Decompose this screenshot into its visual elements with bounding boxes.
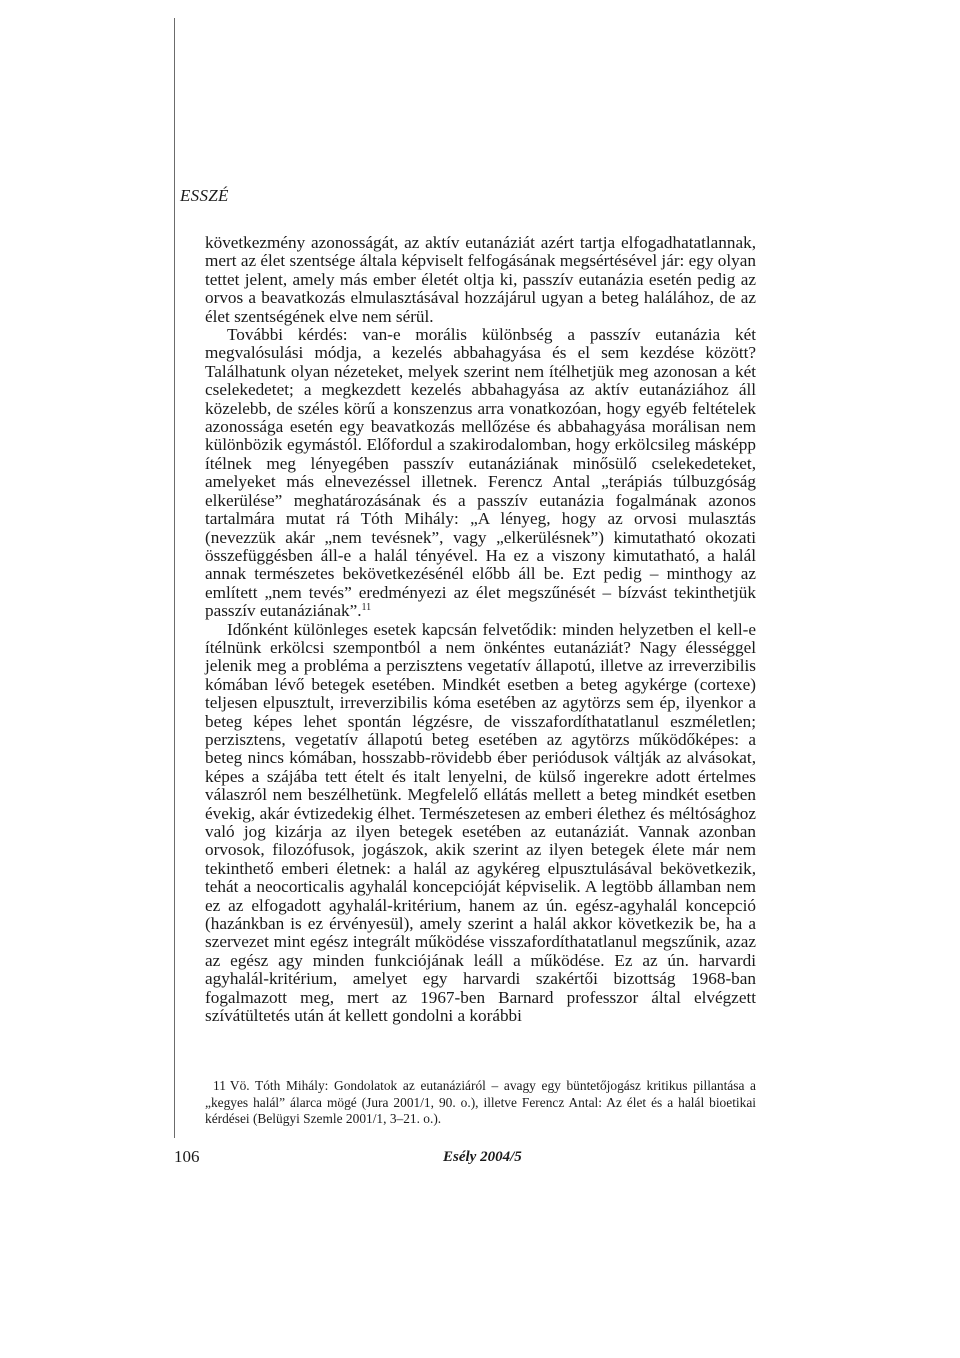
footnote [205,1078,756,1128]
section-label: ESSZÉ [180,186,229,205]
paragraph-2-text: További kérdés: van-e morális különbség a passzív eutanázia két megvalósulási módja, a kezelés abbahagyása és el sem kezdése között? Találhatunk olyan nézeteket, melyek szerint nem ítélhetjük meg azonosan a két cselekedetet; a megkezdett kezelés abbahagyása az aktív eutanáziához áll közelebb, de széles körű a konszenzus arra vonatkozóan, hogy egyéb feltételek azonossága esetén egy beavatkozás mellőzése és abbahagyása morálisan nem különbözik egymástól. Előfordul a szakirodalomban, hogy erkölcsileg másképp ítélnek meg lényegében passzív eutanáziának minősülő cselekedeteket, amelyeket más elnevezéssel illetnek. Ferencz Antal „terápiás túlbuzgóság elkerülése” meghatározásának és a passzív eutanázia fogalmának azonos tartalmára mutat rá Tóth Mihály: „A lényeg, hogy az orvosi mulasztás (nevezzük akár „nem tevésnek”, vagy „elkerülésnek”) kimutatható okozati összefüggésben áll-e a halál tényével. Ha ez a viszony kimutatható, a halál annak természetes bekövetkezésénél előbb áll be. Ezt pedig – minthogy az említett „nem tevés” eredményezi az élet megszűnését – bízvást tekinthetjük passzív eutanáziának”. [205,325,756,621]
paragraph-1: következmény azonosságát, az aktív eutanáziát azért tartja elfogadhatatlannak, mert az élet szentsége általa képviselt felfogásának megsértésével jár: egy olyan tettet jelent, amely más ember életét oltja ki, passzív eutanázia esetén pedig az orvos a beavatkozás elmulasztásával hozzájárul ugyan a beteg halálához, de az élet szentségének elve nem sérül. [205,233,756,326]
page-number: 106 [174,1147,200,1166]
margin-rule [174,18,175,1138]
footnote-text: Vö. Tóth Mihály: Gondolatok az eutanáziáról – avagy egy büntetőjogász kritikus pillantása a „kegyes halál” álarca mögé (Jura 2001/1, 90. o.), illetve Ferencz Antal: Az élet és a halál bioetikai kérdései (Belügyi Szemle 2001/1, 3–21. o.). [205,1078,756,1127]
article-body [205,234,756,1025]
footnote-number: 11 [213,1078,226,1093]
footnote-ref[interactable]: 11 [361,602,372,614]
journal-footer: Esély 2004/5 [443,1149,522,1165]
paragraph-2 [205,326,756,621]
paragraph-3: Időnként különleges esetek kapcsán felvetődik: minden helyzetben el kell-e ítélnünk erkölcsi szempontból a nem önkéntes eutanáziát? Nagy élességgel jelenik meg a probléma a perzisztens vegetatív állapotú, illetve az irreverzibilis kómában lévő betegek esetében. Mindkét esetben a beteg agykérge (cortexe) teljesen elpusztult, irreverzibilis kóma esetében az agytörzs sem ép, ilyenkor a beteg képes lehet spontán légzésre, de visszafordíthatatlanul eszméletlen; perzisztens, vegetatív állapotú beteg esetében az agytörzs működőképes: a beteg nincs kómában, hosszabb-rövidebb éber periódusok váltják az alvásokat, képes a szájába tett ételt és italt lenyelni, de külső ingerekre adott értelmes válaszról nem beszélhetünk. Megfelelő ellátás mellett a beteg mindkét esetben évekig, akár évtizedekig élhet. Természetesen az emberi élethez és méltósághoz való jog kizárja az ilyen betegek esetében az eutanáziát. Vannak azonban orvosok, filozófusok, jogászok, akik szerint az ilyen betegek élete már nem tekinthető emberi életnek: a halál az agykéreg elpusztulásával bekövetkezik, tehát a neocorticalis agyhalál koncepcióját képviselik. A legtöbb államban nem ez az elfogadott agyhalál-kritérium, hanem az ún. egész-agyhalál koncepció (hazánkban is ez érvényesül), amely szerint a halál akkor következik be, ha a szervezet mint egész integrált működése visszafordíthatatlanul megszűnik, azaz az egész agy minden funkciójának leáll a működése. Ez az ún. harvardi agyhalál-kritérium, amelyet egy harvardi szakértői bizottság 1968-ban fogalmazott meg, mert az 1967-ben Barnard professzor által elvégzett szívátültetés után át kellett gondolni a korábbi [205,619,756,1026]
